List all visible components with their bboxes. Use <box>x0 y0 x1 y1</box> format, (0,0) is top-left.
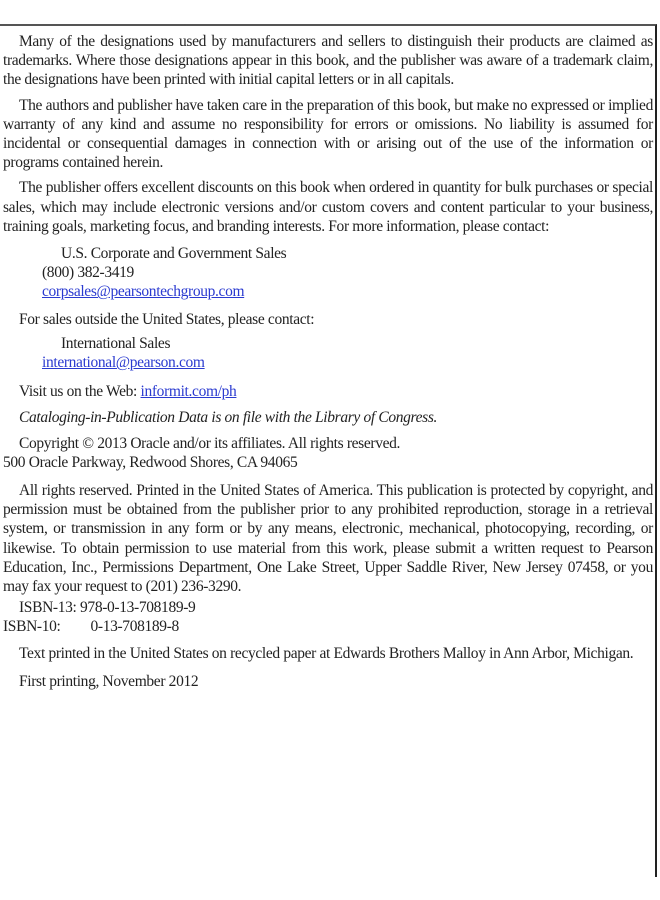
isbn13-label: ISBN-13: <box>19 599 81 617</box>
isbn10-line <box>3 617 653 636</box>
rights-paragraph: All rights reserved. Printed in the United States of America. This publication is protected by copyright, and permission must be obtained from the publisher prior to any prohibited reproduction, storage in a retrieval system, or transmission in any form or by any means, electronic, mechanical, photocopying, recording, or likewise. To obtain permission to use material from this work, please submit a written request to Pearson Education, Inc., Permissions Department, One Lake Street, Upper Saddle River, New Jersey 07458, or you may fax your request to (201) 236-3290. <box>3 482 653 596</box>
first-printing: First printing, November 2012 <box>19 672 199 690</box>
intl-sales-name: International Sales <box>61 334 171 352</box>
us-sales-phone: (800) 382-3419 <box>42 264 134 282</box>
web-line <box>3 382 653 401</box>
cataloging-note: Cataloging-in-Publication Data is on file with the Library of Congress. <box>19 409 438 427</box>
document-page <box>0 24 657 877</box>
isbn10-value: 0-13-708189-8 <box>90 618 179 636</box>
intl-sales-email-link[interactable]: international@pearson.com <box>42 354 205 372</box>
copyright-line: Copyright © 2013 Oracle and/or its affiliates. All rights reserved. <box>19 434 401 452</box>
discounts-paragraph: The publisher offers excellent discounts on this book when ordered in quantity for bulk purchases or special sales, which may include electronic versions and/or custom covers and content particular to your business, training goals, marketing focus, and branding interests. For more information, please contact: <box>3 179 653 235</box>
intl-intro: For sales outside the United States, please contact: <box>19 310 315 328</box>
isbn10-label: ISBN-10: <box>3 618 61 636</box>
copyright-block <box>3 434 653 472</box>
us-sales-email-link[interactable]: corpsales@pearsontechgroup.com <box>42 283 245 301</box>
us-sales-name: U.S. Corporate and Government Sales <box>61 245 287 263</box>
intl-sales-contact <box>3 334 653 372</box>
isbn13-line <box>3 598 653 617</box>
isbn-block <box>3 598 653 636</box>
copyright-address: 500 Oracle Parkway, Redwood Shores, CA 94065 <box>3 453 298 471</box>
copyright-page-content <box>3 32 653 691</box>
web-label: Visit us on the Web: <box>19 383 141 401</box>
trademarks-paragraph: Many of the designations used by manufacturers and sellers to distinguish their products are claimed as trademarks. Where those designations appear in this book, and the publisher was aware of a trademark claim, the designations have been printed with initial capital letters or in all capitals. <box>3 33 653 89</box>
isbn13-value: 978-0-13-708189-9 <box>80 599 196 617</box>
web-link[interactable]: informit.com/ph <box>140 383 237 401</box>
warranty-paragraph: The authors and publisher have taken care in the preparation of this book, but make no expressed or implied warranty of any kind and assume no responsibility for errors or omissions. No liability is assumed for incidental or consequential damages in connection with or arising out of the use of the information or programs contained herein. <box>3 96 653 172</box>
us-sales-contact <box>3 244 653 302</box>
printed-paragraph: Text printed in the United States on recycled paper at Edwards Brothers Malloy in Ann Arbor, Michigan. <box>19 644 634 662</box>
